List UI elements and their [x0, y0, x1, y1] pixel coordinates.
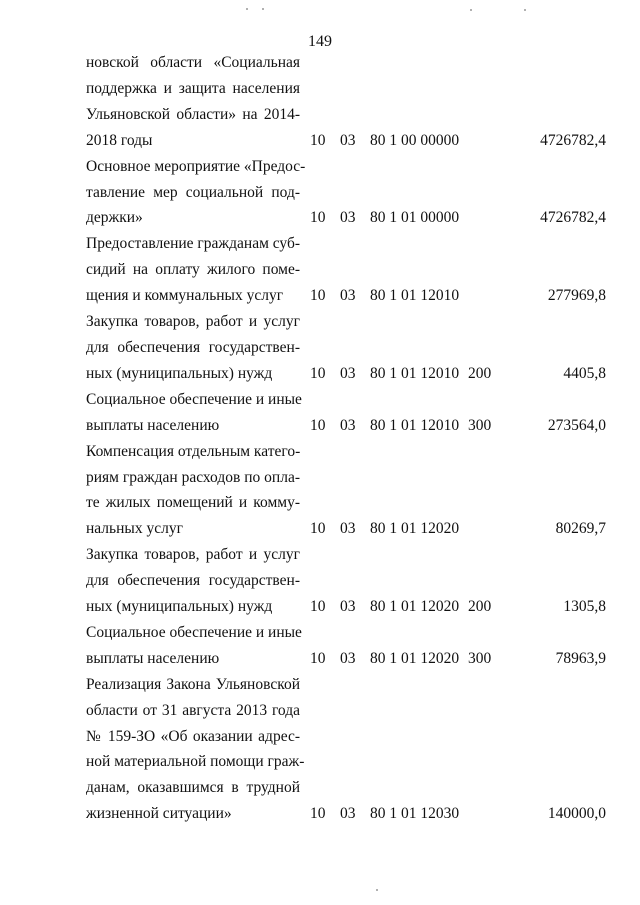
description-line: выплаты населению	[86, 416, 220, 434]
description-line: риям граждан расходов по опла-	[86, 468, 300, 486]
page-number: 149	[308, 33, 332, 50]
description-line: те жилых помещений и комму-	[86, 494, 300, 512]
subsection-code: 03	[340, 598, 356, 616]
section-code: 10	[310, 287, 326, 305]
amount: 4726782,4	[540, 209, 606, 227]
scan-speck	[246, 8, 248, 10]
table-row	[86, 439, 606, 543]
subsection-code: 03	[340, 416, 356, 434]
subsection-code: 03	[340, 209, 356, 227]
section-code: 10	[310, 520, 326, 538]
target-article-code: 80 1 01 12020	[370, 520, 460, 538]
description-line: щения и коммунальных услуг	[86, 287, 284, 305]
scan-speck	[262, 8, 264, 10]
description-line: Социальное обеспечение и иные	[86, 390, 302, 408]
table-row	[86, 387, 606, 439]
description-line: 2018 годы	[86, 131, 153, 149]
section-code: 10	[310, 131, 326, 149]
table-row	[86, 309, 606, 387]
table-row	[86, 542, 606, 620]
target-article-code: 80 1 01 12010	[370, 416, 460, 434]
description-line: Социальное обеспечение и иные	[86, 623, 302, 641]
description-line: Реализация Закона Ульяновской	[86, 675, 300, 693]
amount: 1305,8	[563, 598, 606, 616]
expense-type-code: 300	[468, 416, 492, 434]
budget-table	[86, 50, 606, 827]
table-row	[86, 672, 606, 827]
subsection-code: 03	[340, 287, 356, 305]
description-line: поддержка и защита населения	[86, 79, 300, 97]
target-article-code: 80 1 01 12010	[370, 364, 460, 382]
target-article-code: 80 1 01 12020	[370, 649, 460, 667]
section-code: 10	[310, 649, 326, 667]
description-line: для обеспечения государствен-	[86, 338, 300, 356]
amount: 277969,8	[547, 287, 606, 305]
description-line: выплаты населению	[86, 649, 220, 667]
amount: 80269,7	[555, 520, 606, 538]
description-line: ных (муниципальных) нужд	[86, 364, 273, 382]
subsection-code: 03	[340, 131, 356, 149]
table-row	[86, 620, 606, 672]
description-line: сидий на оплату жилого поме-	[86, 261, 300, 279]
description-line: Закупка товаров, работ и услуг	[86, 546, 300, 564]
target-article-code: 80 1 01 12030	[370, 805, 460, 823]
table-row	[86, 231, 606, 309]
scan-speck	[376, 889, 378, 891]
expense-type-code: 200	[468, 364, 492, 382]
amount: 78963,9	[555, 649, 606, 667]
section-code: 10	[310, 416, 326, 434]
amount: 4405,8	[563, 364, 606, 382]
amount: 4726782,4	[540, 131, 606, 149]
section-code: 10	[310, 598, 326, 616]
description-line: данам, оказавшимся в трудной	[86, 779, 300, 797]
section-code: 10	[310, 364, 326, 382]
description-line: ных (муниципальных) нужд	[86, 598, 273, 616]
section-code: 10	[310, 209, 326, 227]
target-article-code: 80 1 01 12020	[370, 598, 460, 616]
description-line: № 159-ЗО «Об оказании адрес-	[86, 727, 300, 745]
subsection-code: 03	[340, 364, 356, 382]
description-line: нальных услуг	[86, 520, 183, 538]
subsection-code: 03	[340, 520, 356, 538]
expense-type-code: 300	[468, 649, 492, 667]
description-line: Ульяновской области» на 2014-	[86, 105, 300, 123]
description-line: Основное мероприятие «Предос-	[86, 157, 306, 175]
table-row	[86, 154, 606, 232]
description-line: Компенсация отдельным катего-	[86, 442, 301, 460]
scan-speck	[470, 9, 472, 11]
description-line: держки»	[86, 209, 143, 227]
description-line: тавление мер социальной под-	[86, 183, 300, 201]
target-article-code: 80 1 01 12010	[370, 287, 460, 305]
description-line: ной материальной помощи граж-	[86, 753, 305, 771]
target-article-code: 80 1 01 00000	[370, 209, 460, 227]
description-line: области от 31 августа 2013 года	[86, 701, 300, 719]
description-line: Предоставление гражданам суб-	[86, 235, 301, 253]
subsection-code: 03	[340, 805, 356, 823]
amount: 140000,0	[547, 805, 606, 823]
subsection-code: 03	[340, 649, 356, 667]
amount: 273564,0	[547, 416, 606, 434]
description-line: жизненной ситуации»	[86, 805, 232, 823]
expense-type-code: 200	[468, 598, 492, 616]
description-line: Закупка товаров, работ и услуг	[86, 313, 300, 331]
section-code: 10	[310, 805, 326, 823]
scan-speck	[524, 9, 526, 11]
description-line: для обеспечения государствен-	[86, 572, 300, 590]
target-article-code: 80 1 00 00000	[370, 131, 460, 149]
table-row	[86, 50, 606, 154]
description-line: новской области «Социальная	[86, 54, 300, 71]
